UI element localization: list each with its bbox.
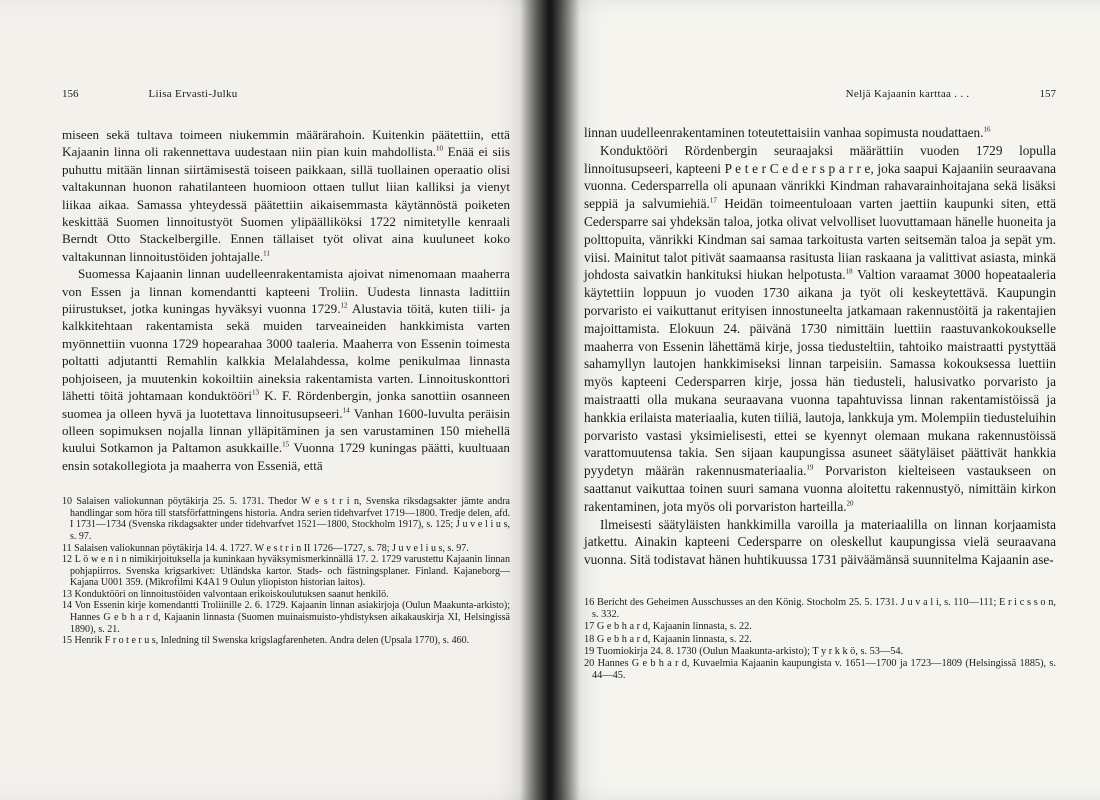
body-text-run: miseen sekä tultava toimeen niukemmin määrärahoin. Kuitenkin päätettiin, että Kajaanin linna oli rakennettava uudestaan niin pian kuin mahdollista. bbox=[62, 127, 510, 160]
footnote-marker: 18 bbox=[845, 267, 853, 276]
left-footnotes bbox=[62, 496, 510, 647]
left-running-head bbox=[62, 88, 510, 100]
footnote-marker: 10 bbox=[436, 145, 444, 154]
footnote-marker: 16 bbox=[983, 125, 991, 134]
body-paragraph bbox=[584, 516, 1056, 569]
body-paragraph bbox=[62, 265, 510, 474]
right-footnotes bbox=[584, 597, 1056, 682]
footnote-marker: 13 bbox=[251, 388, 259, 397]
body-text-run: K. F. Rördenbergin, jonka sanottiin osanneen suomea ja olleen hyvä ja luotettava linnoitusupseeri. bbox=[62, 388, 510, 421]
running-head-author: Liisa Ervasti-Julku bbox=[148, 88, 238, 100]
page-number: 156 bbox=[62, 88, 79, 100]
body-text-run: Enää ei siis puhuttu mitään linnan siirtämisestä toiseen paikkaan, sillä tuollainen operaatio olisi valtakunnan huonon rahatilanteen huomioon ottaen tullut liian kalliksi ja vienyt liikaa aikaa. Samassa yhteydessä päätettiin aikaisemmasta käytännöstä poiketen keskittää Suomen linnoitustyöt Suomen ylipäälliköksi 1722 nimitetylle kenraali Berndt Otto Stackelbergille. Ennen tällaiset työt olivat aina kuuluneet koko valtakunnan linnoitustöiden johtajalle. bbox=[62, 144, 511, 264]
footnote-marker: 15 bbox=[282, 440, 290, 449]
right-running-head bbox=[584, 88, 1056, 100]
footnote: 13 Konduktööri on linnoitustöiden valvontaan erikoiskoulutuksen saanut henkilö. bbox=[62, 588, 389, 600]
body-text-run: Vanhan 1600-luvulta peräisin olleen sopimuksen nojalla linnan ylläpitäminen ja sen varustaminen 150 miehellä kuului Sotkamon ja Paltamon asukkaille. bbox=[62, 405, 511, 456]
body-text-run: Konduktööri Rördenbergin seuraajaksi määrättiin vuoden 1729 lopulla linnoitusupseeri, kapteeni P e t e r C e d e r s p a r r e, joka saapui Kajaaniin seuraavana vuonna. Cedersparrella oli apunaan vänrikki Kindman rahavarainhoitajana sekä lisäksi seppiä ja salvumiehiä. bbox=[584, 142, 1056, 212]
footnote: 14 Von Essenin kirje komendantti Troliinille 2. 6. 1729. Kajaanin linnan asiakirjoja (Oulun Maakunta-arkisto); Hannes G e b h a r d, Kajaanin linnasta (Suomen muinaismuisto-yhdistyksen aikakauskirja XI, Helsingissä 1890), s. 21. bbox=[62, 600, 510, 635]
body-text-run: linnan uudelleenrakentaminen toteutettaisiin vanhaa sopimusta noudattaen. bbox=[584, 125, 984, 140]
footnote-marker: 19 bbox=[806, 463, 814, 472]
footnote: 20 Hannes G e b h a r d, Kuvaelmia Kajaanin kaupungista v. 1651—1700 ja 1723—1809 (Helsingissä 1885), s. 44—45. bbox=[584, 657, 1056, 682]
body-text-run: Alustavia töitä, kuten tiili- ja kalkkitehtaan rakentamista sekä muiden tarveaineiden hankkimista varten myönnettiin vuonna 1729 hopearahaa 3000 taaleria. Maaherra von Essenin toimesta poltatti adjutantti Remahlin kalkkia Melalahdessa, kolme penikulmaa linnasta pohjoiseen, ja muutenkin kokoiltiin aineksia rakentamista varten. Linnoituskonttori lähetti töitä johtamaan konduktööri bbox=[62, 301, 510, 404]
footnote: 15 Henrik F r o t e r u s, Inledning til Swenska krigslagfarenheten. Andra delen (Upsala 1770), s. 460. bbox=[62, 635, 470, 647]
body-text-run: Valtion varaamat 3000 hopeataaleria käytettiin loppuun jo vuoden 1730 aikana ja työt oli keskeytettävä. Kaupungin porvaristo ei vaikuttanut erityisen innostuneelta jatkamaan rakennustöitä ja rakentajien majoittamista. Elokuun 24. päivänä 1730 nimittäin luettiin raastuvankokoukselle maaherra von Essenin lähettämä kirje, jossa tiedusteltiin, tahtoiko maistraatti pystyttää sahamyllyn lautojen hankkimiseksi linnan tarpeisiin. Samassa kokouksessa luettiin myös kapteeni Cedersparren kirje, jossa hän tiedusteli, halusivatko porvaristo ja maistraatti olla mukana seuraavana vuonna tapahtuvissa linnan rakentamistöissä ja hankkia erilaista materiaalia, kuten tiiliä, lautoja, lankkuja ym. Molempiin tiedusteluihin porvaristo vastasi yksimielisesti, ettei se kyennyt olemaan mukana rakennustöissä varattomuutensa takia. Sen sijaan kaupungissa asuneet säätyläiset päättivät hankkia pyydetyn määrän rakennusmateriaalia. bbox=[584, 267, 1056, 479]
body-text-run: Ilmeisesti säätyläisten hankkimilla varoilla ja materiaalilla on linnan korjaamista jatkettu. Ainakin kapteeni Cedersparre on oleskellut kaupungissa vielä seuraavana vuonna. Sitä todistavat hänen huhtikuussa 1731 päiväämänsä suunnitelma Kajaanin ase- bbox=[584, 516, 1056, 568]
footnote: 19 Tuomiokirja 24. 8. 1730 (Oulun Maakunta-arkisto); T y r k k ö, s. 53—54. bbox=[584, 645, 904, 657]
page-number: 157 bbox=[1039, 88, 1056, 100]
body-text-run: Heidän toimeentuloaan varten jaettiin kaupunki siten, että Cedersparre sai yhdeksän taloa, jotka olivat velvolliset luovuttamaan hänelle huoneita ja polttopuita, vänrikki Kindman sai samaa tarkoitusta varten seitsemän taloa ja sepät ym. viisi. Mainitut talot pitivät saamaansa rasitusta liian raskaana ja valittivat asiasta, minkä johdosta saivatkin hankituksi hiukan helpotusta. bbox=[584, 196, 1056, 283]
footnote-marker: 12 bbox=[340, 301, 348, 310]
body-paragraph bbox=[584, 142, 1056, 516]
left-body-text bbox=[62, 126, 510, 474]
body-text-run: Vuonna 1729 kuningas päätti, kuultuaan ensin sotakollegiota ja maaherra von Esseniä, että bbox=[62, 440, 510, 473]
right-body-text bbox=[584, 124, 1056, 569]
footnote: 18 G e b h a r d, Kajaanin linnasta, s. 22. bbox=[584, 633, 752, 645]
body-text-run: Suomessa Kajaanin linnan uudelleenrakentamista ajoivat nimenomaan maaherra von Essen ja linnan komendantti kapteeni Troliin. Uudesta linnasta ladittiin piirustukset, jotka kuningas hyväksyi vuonna 1729. bbox=[62, 266, 510, 317]
footnote: 11 Salaisen valiokunnan pöytäkirja 14. 4. 1727. W e s t r i n II 1726—1727, s. 78; J u v e l i u s, s. 97. bbox=[62, 542, 469, 554]
footnote-marker: 14 bbox=[342, 406, 350, 415]
right-page bbox=[550, 0, 1100, 800]
footnote: 16 Bericht des Geheimen Ausschusses an den König. Stocholm 25. 5. 1731. J u v a l i, s. 110—111; E r i c s s o n, s. 332. bbox=[584, 596, 1056, 621]
footnote-marker: 11 bbox=[263, 249, 270, 258]
body-text-run: Porvariston kielteiseen vastaukseen on saattanut vaikuttaa toinen suuri samana vuonna aloitettu rakennustyö, nimittäin kirkon rakentaminen, jota myös oli porvariston harteilla. bbox=[584, 463, 1056, 514]
footnote: 10 Salaisen valiokunnan pöytäkirja 25. 5. 1731. Thedor W e s t r i n, Svenska riksdagsakter jämte andra handlingar som höra till statsförfattningens historia. Andra serien tidehvarfvet 1719—1800. Tredje delen, afd. I 1731—1734 (Svenska rikdagsakter under tidehvarfvet 1521—1800, Stockholm 1917), s. 125; J u v e l i u s, s. 97. bbox=[62, 496, 510, 542]
footnote: 12 L ö w e n i n nimikirjoituksella ja kuninkaan hyväksymismerkinnällä 17. 2. 1729 varustettu Kajaanin linnan pohjapiirros. Svenska krigsarkivet: Utländska kartor. Stads- och fästningsplaner. Finland. Kajaneborg—Kajana U001 359. (Mikrofilmi K4A1 9 Oulun yliopiston historian laitos). bbox=[62, 554, 510, 589]
running-head-title: Neljä Kajaanin karttaa . . . bbox=[845, 88, 970, 100]
footnote: 17 G e b h a r d, Kajaanin linnasta, s. 22. bbox=[584, 621, 752, 633]
body-paragraph bbox=[62, 126, 510, 265]
footnote-marker: 17 bbox=[709, 196, 717, 205]
body-paragraph bbox=[584, 124, 1056, 142]
footnote-marker: 20 bbox=[846, 499, 854, 508]
